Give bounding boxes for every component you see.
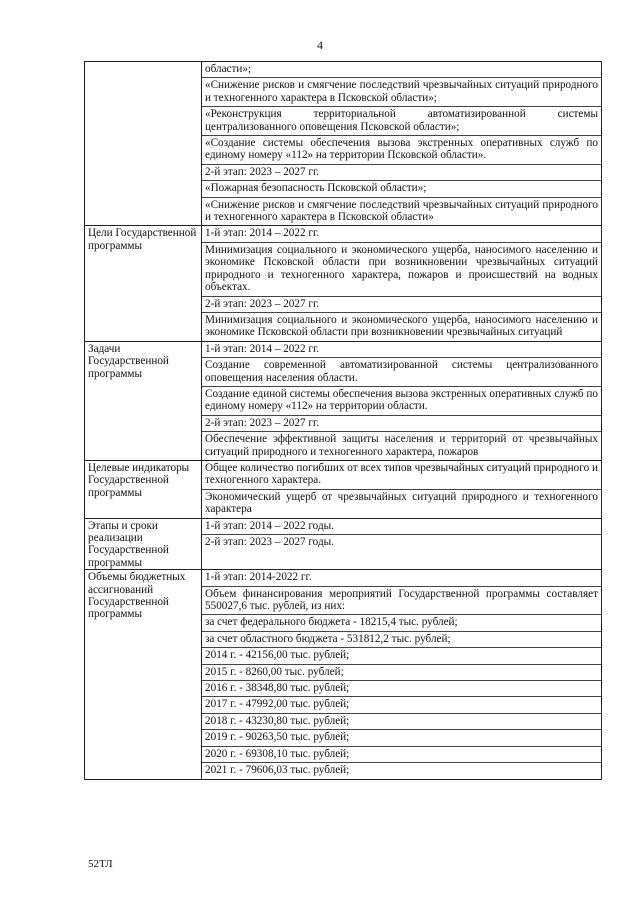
content-paragraph: 2016 г. - 38348,80 тыс. рублей; <box>202 681 601 697</box>
content-paragraph: 2-й этап: 2023 – 2027 годы. <box>205 536 334 548</box>
content-paragraph: 2-й этап: 2023 – 2027 гг. <box>202 165 601 181</box>
content-paragraph: «Снижение рисков и смягчение последствий чрезвычайных ситуаций природного и техногенного характера в Псковской области» <box>205 198 598 224</box>
content-paragraph: 2017 г. - 47992,00 тыс. рублей; <box>202 697 601 713</box>
row-label: Этапы и сроки реализации Государственной программы <box>85 518 202 570</box>
content-paragraph: за счет областного бюджета - 531812,2 тыс. рублей; <box>202 632 601 648</box>
content-paragraph: 2020 г. - 69308,10 тыс. рублей; <box>202 747 601 763</box>
table-row <box>85 62 602 226</box>
table-row <box>85 518 602 570</box>
content-paragraph: 2-й этап: 2023 – 2027 гг. <box>202 297 601 313</box>
content-paragraph: области»; <box>202 62 601 78</box>
content-paragraph: Объем финансирования мероприятий Государственной программы составляет 550027,6 тыс. рублей, из них: <box>202 587 601 616</box>
content-paragraph: 1-й этап: 2014-2022 гг. <box>202 570 601 586</box>
row-content <box>202 341 602 460</box>
content-paragraph: 1-й этап: 2014 – 2022 гг. <box>202 342 601 358</box>
content-paragraph: «Создание системы обеспечения вызова экстренных оперативных служб по единому номеру «112» на территории Псковской области». <box>202 136 601 165</box>
content-paragraph: 2015 г. - 8260,00 тыс. рублей; <box>202 665 601 681</box>
content-paragraph: 2019 г. - 90263,50 тыс. рублей; <box>202 730 601 746</box>
content-paragraph: Экономический ущерб от чрезвычайных ситуаций природного и техногенного характера <box>205 490 598 516</box>
content-paragraph: Общее количество погибших от всех типов чрезвычайных ситуаций природного и техногенного характера. <box>202 461 601 490</box>
content-paragraph: 2021 г. - 79606,03 тыс. рублей; <box>205 764 350 777</box>
content-paragraph: Минимизация социального и экономического ущерба, наносимого населению и экономике Псковской области при возникновении чрезвычайных ситуаций <box>205 313 598 339</box>
table-row <box>85 341 602 460</box>
content-paragraph: 2014 г. - 42156,00 тыс. рублей; <box>202 648 601 664</box>
content-paragraph: Обеспечение эффективной защиты населения и территорий от чрезвычайных ситуаций природного и техногенного характера, пожаров <box>205 433 598 458</box>
content-paragraph: Минимизация социального и экономического ущерба, наносимого населению и экономике Псковской области при возникновении чрезвычайных ситуаций природного и техногенного характера, пожаров и происшествий на водных объектах. <box>202 243 601 297</box>
content-paragraph: Создание современной автоматизированной системы централизованного оповещения населения области. <box>202 358 601 387</box>
passport-table <box>84 61 602 780</box>
row-label: Задачи Государственной программы <box>85 341 202 460</box>
row-label: Цели Государственной программы <box>85 226 202 341</box>
content-paragraph: 2018 г. - 43230,80 тыс. рублей; <box>202 714 601 730</box>
row-content <box>202 570 602 779</box>
content-paragraph: 2-й этап: 2023 – 2027 гг. <box>202 416 601 432</box>
row-label: Целевые индикаторы Государственной программы <box>85 460 202 518</box>
page-number: 4 <box>317 38 323 52</box>
document-code: 52ТЛ <box>88 858 113 870</box>
row-content <box>202 226 602 341</box>
content-paragraph: 1-й этап: 2014 – 2022 годы. <box>202 519 601 535</box>
row-content <box>202 62 602 226</box>
content-paragraph: Создание единой системы обеспечения вызова экстренных оперативных служб по единому номеру «112» на территории области. <box>202 387 601 416</box>
row-content <box>202 460 602 518</box>
table-row <box>85 570 602 779</box>
content-paragraph: «Реконструкция территориальной автоматизированной системы централизованного оповещения Псковской области»; <box>202 107 601 136</box>
row-content <box>202 518 602 570</box>
row-label <box>85 62 202 226</box>
content-paragraph: за счет федерального бюджета - 18215,4 тыс. рублей; <box>202 615 601 631</box>
content-paragraph: «Пожарная безопасность Псковской области»; <box>202 181 601 197</box>
content-paragraph: «Снижение рисков и смягчение последствий чрезвычайных ситуаций природного и техногенного характера в Псковской области»; <box>202 78 601 107</box>
table-row <box>85 226 602 341</box>
content-paragraph: 1-й этап: 2014 – 2022 гг. <box>202 226 601 242</box>
table-row <box>85 460 602 518</box>
row-label: Объемы бюджетных ассигнований Государственной программы <box>85 570 202 779</box>
